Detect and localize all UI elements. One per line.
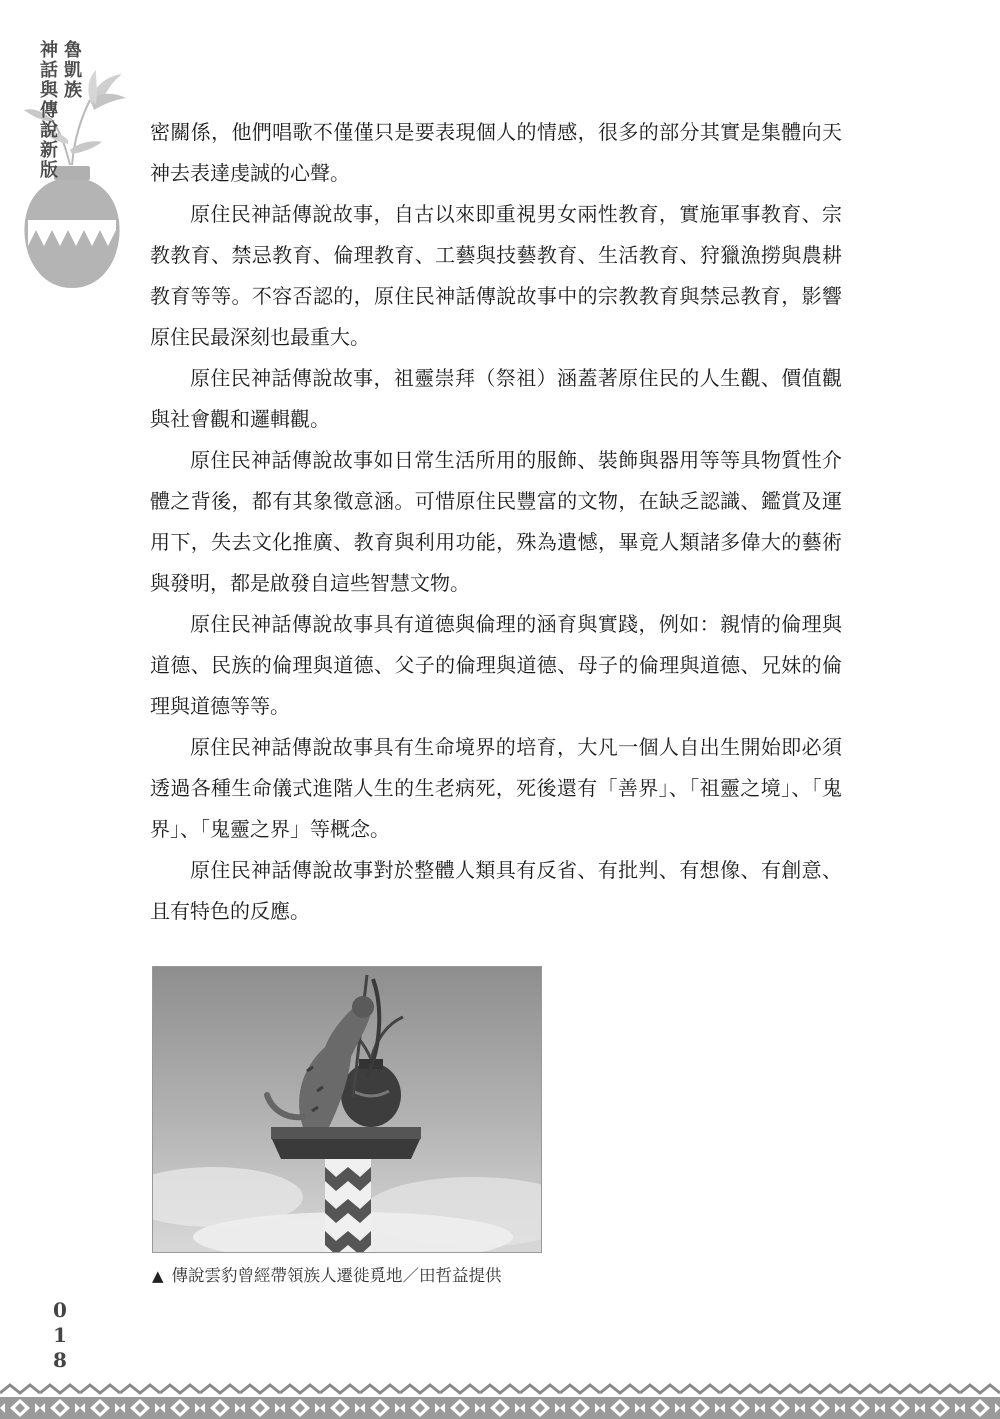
paragraph-continued: 密關係，他們唱歌不僅僅只是要表現個人的情感，很多的部分其實是集體向天神去表達虔誠的心聲。: [150, 120, 842, 185]
series-title-subtitle: 神話與傳說新版: [37, 40, 58, 180]
page-number-digit: 0: [53, 1298, 67, 1322]
page-number-digit: 8: [53, 1348, 67, 1372]
diamond-pattern-band: [0, 1383, 1000, 1419]
page-number: [48, 1298, 72, 1373]
figure-photo: [152, 966, 542, 1253]
body-text: [150, 112, 842, 932]
caption-text: 傳說雲豹曾經帶領族人遷徙覓地／田哲益提供: [171, 1266, 502, 1285]
figure-caption: [152, 1262, 672, 1286]
paragraph: 原住民神話傳說故事如日常生活所用的服飾、裝飾與器用等等具物質性介體之背後，都有其象徵意涵。可惜原住民豐富的文物，在缺乏認識、鑑賞及運用下，失去文化推廣、教育與利用功能，殊為遺憾，畢竟人類諸多偉大的藝術與發明，都是啟發自這些智慧文物。: [150, 448, 842, 595]
paragraph: 原住民神話傳說故事具有道德與倫理的涵育與實踐，例如：親情的倫理與道德、民族的倫理與道德、父子的倫理與道德、母子的倫理與道德、兄妹的倫理與道德等等。: [150, 612, 842, 718]
series-title: [34, 40, 86, 180]
paragraph: 原住民神話傳說故事具有生命境界的培育，大凡一個人自出生開始即必須透過各種生命儀式進階人生的生老病死，死後還有「善界」、「祖靈之境」、「鬼界」、「鬼靈之界」等概念。: [150, 735, 842, 841]
paragraph: 原住民神話傳說故事，自古以來即重視男女兩性教育，實施軍事教育、宗教教育、禁忌教育、倫理教育、工藝與技藝教育、生活教育、狩獵漁撈與農耕教育等等。不容否認的，原住民神話傳說故事中的宗教教育與禁忌教育，影響原住民最深刻也最重大。: [150, 202, 842, 349]
paragraph: 原住民神話傳說故事對於整體人類具有反省、有批判、有想像、有創意、且有特色的反應。: [150, 858, 842, 923]
page-number-digit: 1: [53, 1323, 67, 1347]
triangle-marker-icon: ▲: [152, 1267, 164, 1285]
leopard-totem-photo: [153, 967, 541, 1252]
paragraph: 原住民神話傳說故事，祖靈崇拜（祭祖）涵蓋著原住民的人生觀、價值觀與社會觀和邏輯觀。: [150, 366, 842, 431]
series-title-tribe: 魯凱族: [61, 40, 82, 100]
